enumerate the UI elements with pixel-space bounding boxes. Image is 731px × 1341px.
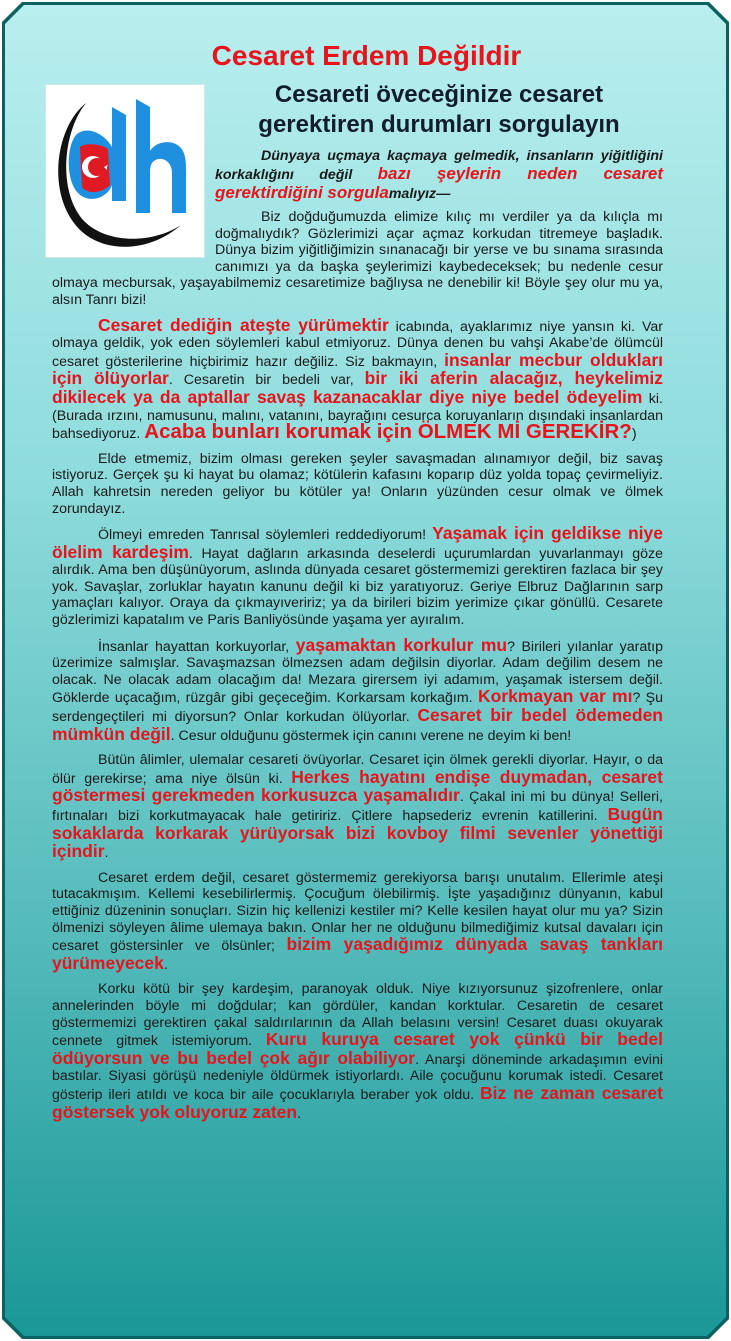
- paragraph-text: İnsanlar hayattan korkuyorlar,: [98, 638, 296, 655]
- highlight: bir iki aferin alacağız, heykelimiz dikilecek ya da aptallar savaş kazanacaklar diye niye bedel ödeyelim: [52, 368, 663, 407]
- paragraph-6: [52, 752, 663, 862]
- highlight: Korkmayan var mı: [477, 686, 633, 707]
- paragraph-2: [52, 314, 663, 444]
- paragraph-text: ): [631, 426, 637, 443]
- paragraph-text: . Cesur olduğunu göstermek için canını verene ne deyim ki ben!: [170, 727, 572, 744]
- paragraph-text: ? Birileri yılanlar yaratıp üzerimize salmışlar. Savaşmazsan ölmezsen adam değilsin diyorlar. Adam değilim desem ne olacak. Ne olacak adam olacağım da! Mezara girersem iyi adamım, yaşamak istersem değil. Göklerde uçacağım, rüzgâr gibi geçeceğim. Korkarsam korkağım.: [52, 638, 663, 707]
- lead-text-2: malıyız—: [388, 186, 451, 202]
- lead-highlight: bazı şeylerin neden cesaret gerektirdiğini sorgula: [215, 164, 664, 202]
- paragraph-1: Biz doğduğumuzda elimize kılıç mı verdiler ya da kılıçla mı doğmalıydık? Gözlerimizi açar açmaz korkudan titremeye başladık. Dünya bizim yiğitliğimizin sınanacağı bir yerse ve bu sınama sırasında canımızı ya da başka şeylerimizi kaybedeceksek; bu nedenle cesur olmaya mecbursak, yaşayabilmemiz cesaretimize bağlıysa ne denebilir ki! Böyle şey olur mu ya, alsın Tanrı bizi!: [52, 209, 663, 308]
- paragraph-text: . Çakal ini mi bu dünya! Selleri, fırtınaları bizi korkutmayacak hale getiririz. Çitlere hapsederiz evrenin katillerini.: [52, 789, 663, 824]
- highlight: bizim yaşadığımız dünyada savaş tankları yürümeyecek: [52, 934, 663, 973]
- paragraph-3: Elde etmemiz, bizim olması gereken şeyler savaşmadan alınamıyor değil, biz savaş istiyoruz. Gerçek şu ki hayat bu olamaz; kötülerin kafasını koparıp düz yolda topaç çevirmeliyiz. Allah kahretsin nereden geliyor bu kötüler ya! Onların yüzünden cesur olmak ve ölmek zorundayız.: [52, 450, 663, 517]
- highlight: insanlar mecbur oldukları için ölüyorlar: [52, 349, 663, 389]
- highlight: Kuru kuruya cesaret yok çünkü bir bedel ödüyorsun ve bu bedel çok ağır olabiliyor: [52, 1029, 663, 1068]
- highlight: Cesaret bir bedel ödemeden mümkün değil: [52, 705, 663, 744]
- paragraph-7: [52, 870, 663, 974]
- article: [52, 38, 663, 1308]
- paragraph-text: Bütün âlimler, ulemalar cesareti övüyorlar. Cesaret için ölmek gerekli diyorlar. Hayır, o da ölür gerekirse; ama niye ölsün ki.: [52, 752, 663, 787]
- dh-logo-with-turkish-flag-icon: [45, 84, 205, 258]
- paragraph-5: [52, 634, 664, 745]
- highlight-question: Acaba bunları korumak için ÖLMEK Mİ GEREKİR?: [144, 420, 632, 444]
- paragraph-text: Korku kötü bir şey kardeşim, paranoyak olduk. Niye kızıyorsunuz şizofrenlere, onlar annelerinden böyle mi doğdular; kan gördüler, kandan korktular. Cesaretin de cesaret göstermemizi gerektiren çakal saldırılarının da Allah belasını versin! Cesaret duası okuyarak cennete gitmek istemiyorum.: [52, 981, 663, 1050]
- highlight: Biz ne zaman cesaret göstersek yok oluyoruz zaten: [52, 1082, 663, 1122]
- highlight: Yaşamak için geldikse niye ölelim kardeşim: [52, 523, 663, 562]
- paragraph-text: ki. (Burada ırzını, namusunu, malını, vatanını, bayrağını cesurca koruyanların dışındaki insanlardan bahsediyoruz.: [52, 390, 663, 443]
- paragraph-text: Ölmeyi emreden Tanrısal söylemleri reddediyorum!: [98, 527, 433, 544]
- paragraph-text: . Cesaretin bir bedeli var,: [168, 372, 365, 389]
- paragraph-text: .: [104, 845, 109, 862]
- paragraph-text: Cesaret erdem değil, cesaret göstermemiz gerekiyorsa barışı unutalım. Ellerimle ateşi tutacakmışım. Kellemi kesebilirlermiş. Çocuğum ölebilirmiş. İşte yaşadığınız dünyanın, kabul ettiğiniz düzeninin sonuçları. Sizin hiç kellenizi kestiler mi? Kelle kesilen hayat olur mu ya? Sizin ölmenizi söyleyen âlime ulemaya bakın. Onlar her ne olduğunu bilmediğimiz kutsal davaları için cesaret göstersinler ve ölsünler;: [52, 869, 663, 955]
- article-title: Cesaret Erdem Değildir: [211, 40, 522, 71]
- paragraph-8: [52, 981, 663, 1122]
- highlight: Bugün sokaklarda korkarak yürüyorsak bizi kovboy filmi sevenler yönettiği içindir: [52, 804, 663, 862]
- paragraph-text: .: [163, 956, 168, 973]
- paragraph-text: . Hayat dağların arkasında deselerdi uçurumlardan yuvarlanmayı göze alırdık. Ama ben düşünüyorum, aslında dünyada cesaret göstermemizi gerektiren fazlaca bir şey yok. Savaşlar, zorluklar hayatın kanunu değil ki biz yaratıyoruz. Geriye Elbruz Dağlarının sarp yamaçları kalıyor. Oraya da çıkmayıveririz; ya da birileri bizim yerimize çıkar gönüllü. Cesarete gözlerimizi kapatalım ve Paris Banliyösünde yaşama yer ayıralım.: [52, 545, 663, 629]
- article-subtitle: Cesareti öveceğinize cesaret gerektiren durumları sorgulayın: [258, 81, 620, 138]
- paragraph-text: ? Şu serdengeçtileri mi diyorsun? Onlar korkudan ölüyorlar.: [52, 690, 664, 726]
- lead-text-1: Dünyaya uçmaya kaçmaya gelmedik, insanların yiğitliğini korkaklığını değil: [215, 148, 663, 183]
- highlight: yaşamaktan korkulur mu: [295, 634, 508, 655]
- paragraph-text: . Anarşi döneminde arkadaşımın evini bastılar. Siyasi görüşü nedeniyle öldürmek istiyorlardı. Aile çocuğunu korumak istedi. Cesaret gösterip ileri atıldı ve koca bir aile çocuklarıyla beraber yok oldu.: [52, 1051, 663, 1103]
- paragraph-4: [52, 525, 663, 629]
- paragraph-text: .: [297, 1105, 302, 1122]
- highlight: Cesaret dediğin ateşte yürümektir: [98, 314, 389, 335]
- highlight: Herkes hayatını endişe duymadan, cesaret göstermesi gerekmeden korkusuzca yaşamalıdır: [52, 766, 663, 806]
- paragraph-text: icabında, ayaklarımız niye yansın ki. Var olmaya geldik, yok eden söylemleri kabul etmiyoruz. Dünya denen bu vahşi Akabe’de ölümcül cesaret gösterilerine hiçbirimiz hazır değiliz. Siz bakmayın,: [52, 318, 663, 370]
